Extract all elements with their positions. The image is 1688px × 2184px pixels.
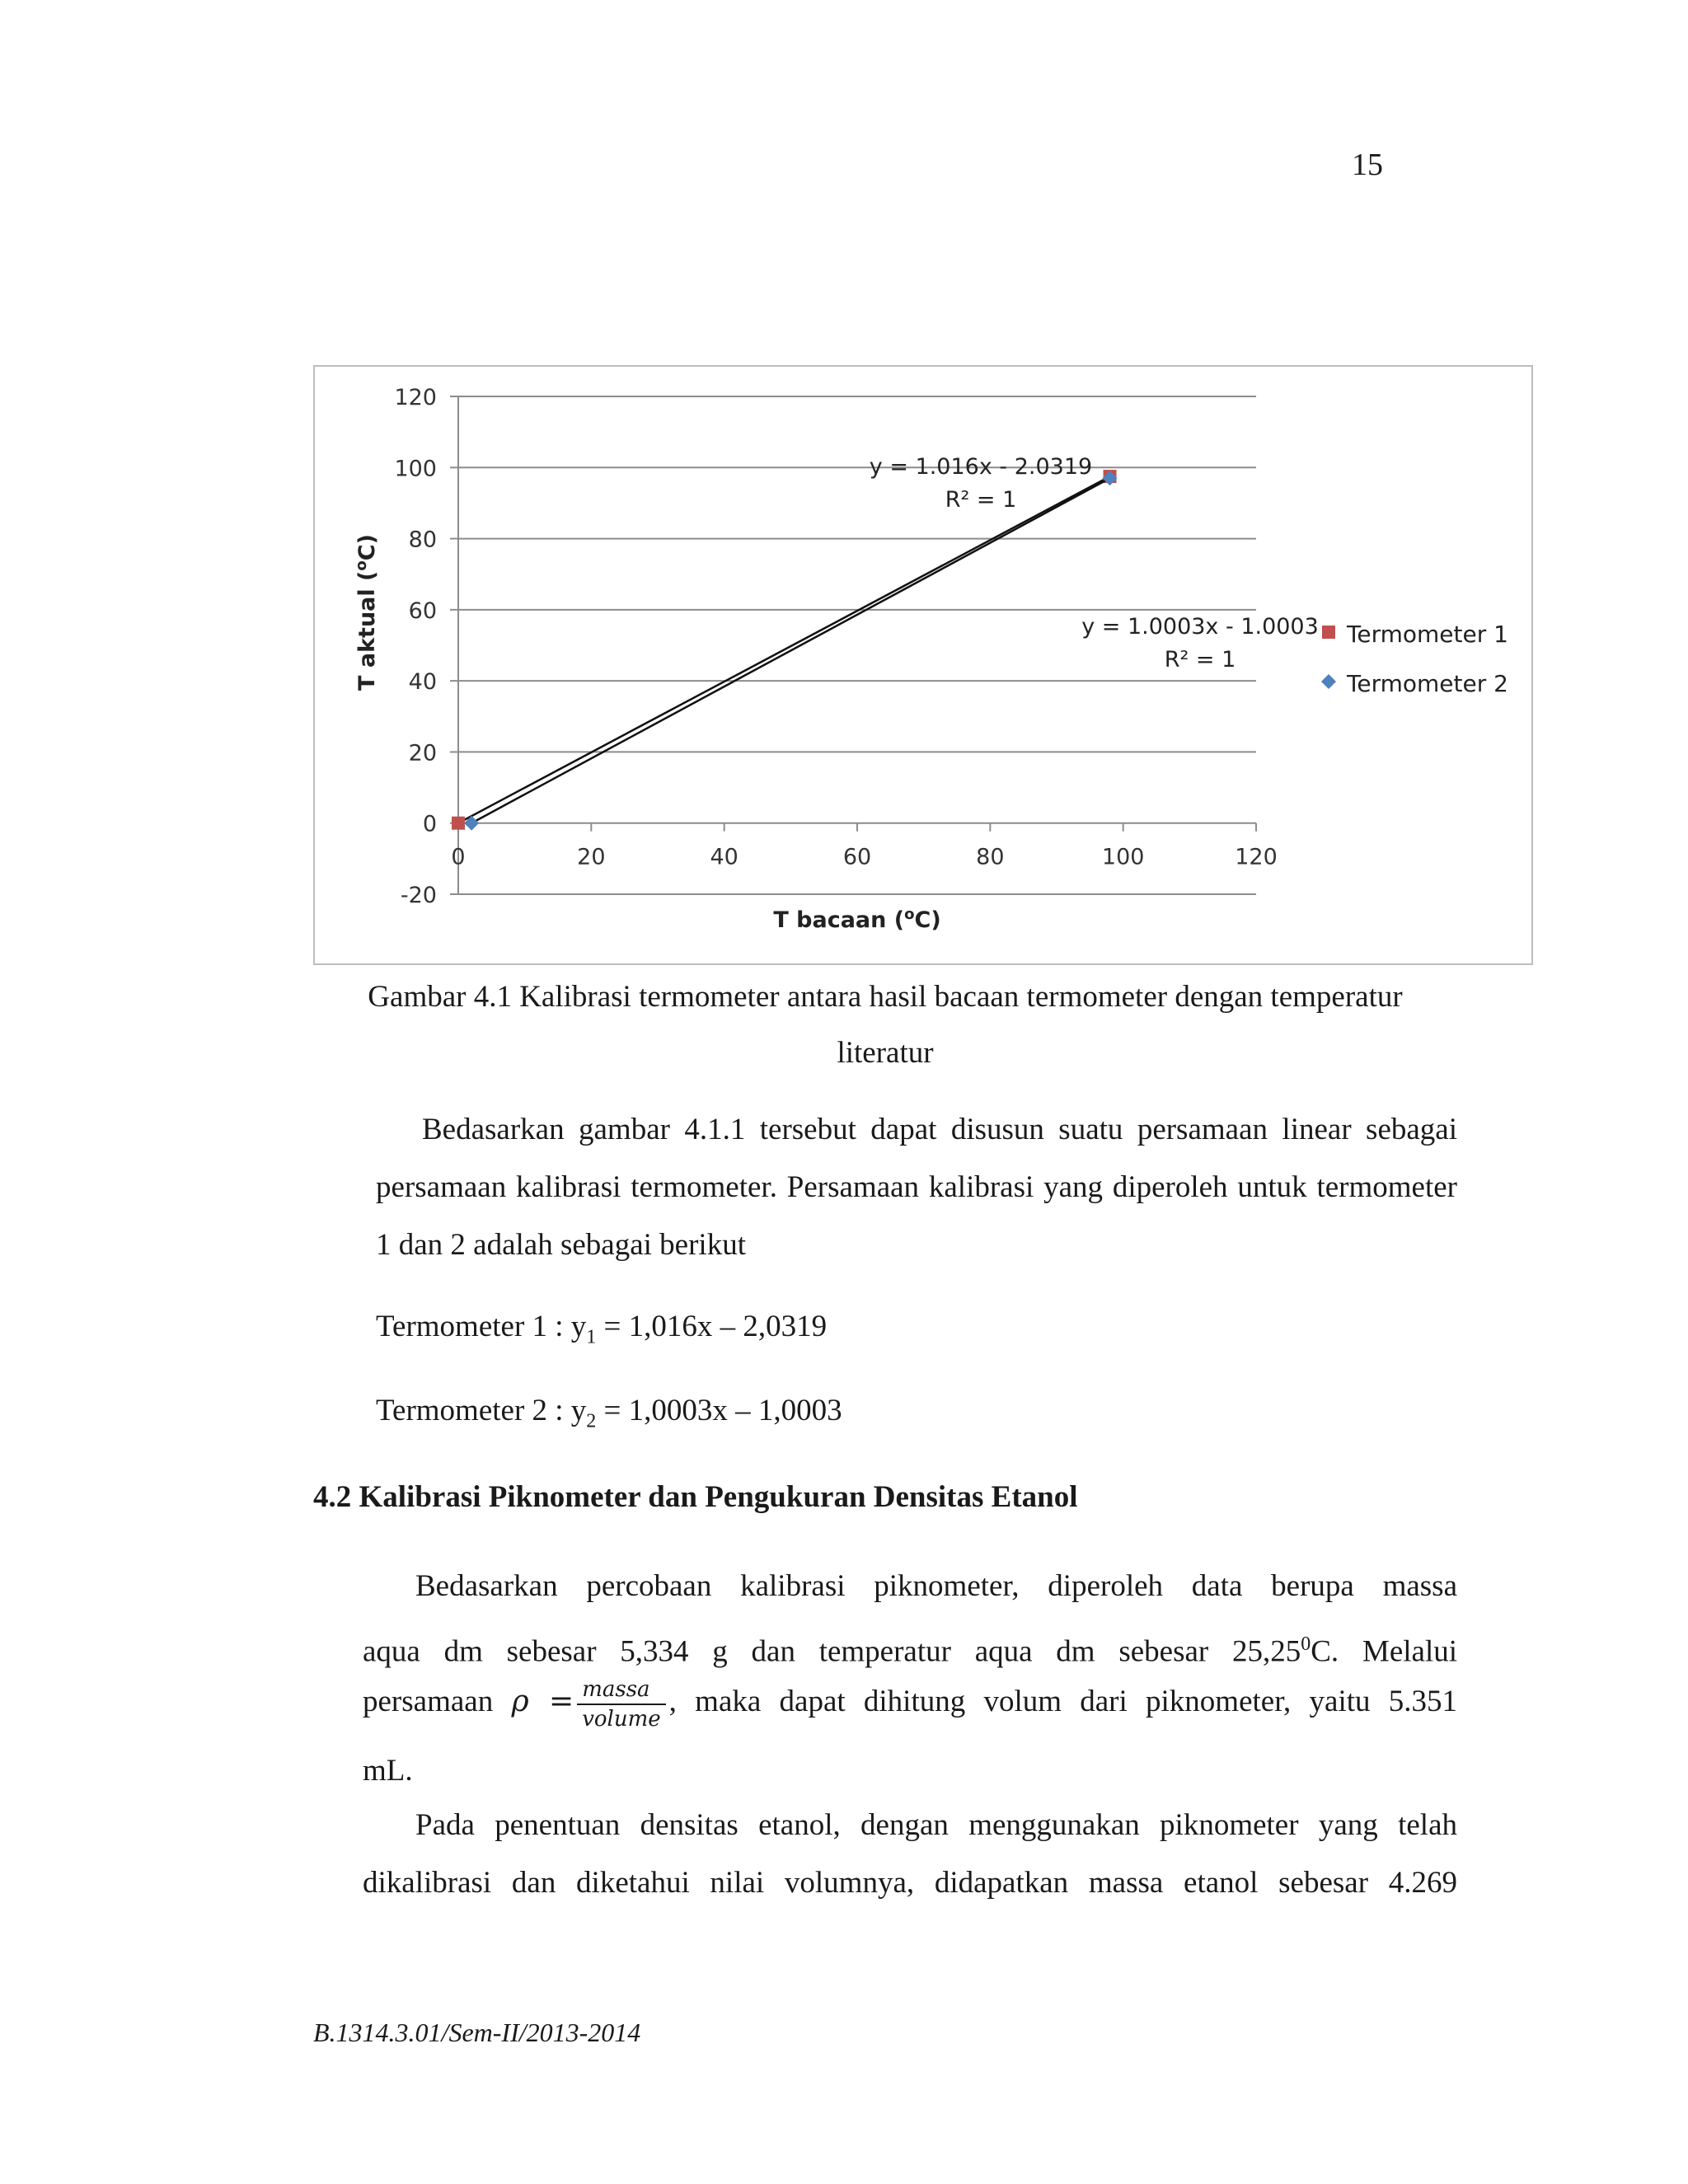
chart-svg [315, 367, 1535, 967]
fraction-denominator: volume [582, 1706, 661, 1732]
p2-degree-sup: 0 [1301, 1633, 1311, 1655]
p2-line-3a: persamaan [363, 1685, 494, 1718]
x-tick-label: 120 [1235, 844, 1278, 870]
y-tick-label: 100 [394, 456, 437, 482]
x-tick-label: 20 [577, 844, 606, 870]
eq2-sub: 2 [586, 1410, 597, 1432]
footer-code: B.1314.3.01/Sem-II/2013-2014 [313, 2018, 641, 2047]
p2-line-4: mL. [363, 1754, 413, 1788]
fraction-numerator: massa [577, 1675, 665, 1705]
rho-symbol: ρ = [511, 1685, 574, 1718]
trendline-equation-2: y = 1.0003x - 1.0003 [1081, 614, 1319, 640]
section-heading: 4.2 Kalibrasi Piknometer dan Pengukuran Densitas Etanol [313, 1480, 1078, 1514]
paragraph-1-text: Bedasarkan gambar 4.1.1 tersebut dapat disusun suatu persamaan linear sebagai persamaan kalibrasi termometer. Persamaan kalibrasi yang diperoleh untuk termometer 1 dan 2 adalah sebagai berikut [376, 1113, 1457, 1262]
trendline-2 [471, 478, 1109, 823]
eq2-prefix: Termometer 2 : y [376, 1394, 587, 1427]
eq1-sub: 1 [586, 1326, 597, 1348]
p2-line-2a: aqua dm sebesar 5,334 g dan temperatur aqua dm sebesar 25,25 [363, 1634, 1301, 1669]
p2-line-3 [363, 1673, 1457, 1731]
caption-line-1: Gambar 4.1 Kalibrasi termometer antara hasil bacaan termometer dengan temperatur [368, 980, 1403, 1014]
x-tick-label: 80 [976, 844, 1005, 870]
paragraph-2 [363, 1558, 1457, 1800]
y-tick-label: -20 [400, 883, 437, 908]
trendline-equation-1: y = 1.016x - 2.0319 [869, 454, 1093, 480]
y-tick-label: 80 [408, 527, 437, 553]
equation-termometer-1 [376, 1309, 827, 1348]
x-tick-label: 100 [1101, 844, 1145, 870]
paragraph-3 [363, 1797, 1457, 1912]
x-tick-label: 40 [710, 844, 738, 870]
trendline-r2-1: R² = 1 [945, 487, 1017, 513]
y-tick-label: 0 [422, 811, 437, 837]
y-axis-title: T aktual ($^o$C) [353, 534, 380, 691]
figure-caption [323, 969, 1447, 1081]
eq2-rest: = 1,0003x – 1,0003 [596, 1394, 842, 1427]
p3-line-1: Pada penentuan densitas etanol, dengan menggunakan piknometer yang telah [415, 1808, 1457, 1842]
x-axis-title: T bacaan ($^o$C) [773, 906, 941, 933]
p2-line-3b: , maka dapat dihitung volum dari piknometer, yaitu 5.351 [668, 1685, 1457, 1718]
p3-line-2: dikalibrasi dan diketahui nilai volumnya, didapatkan massa etanol sebesar 4.269 [363, 1866, 1457, 1900]
p2-line-1: Bedasarkan percobaan kalibrasi piknometer, diperoleh data berupa massa [415, 1569, 1457, 1603]
equation-termometer-2 [376, 1393, 842, 1432]
calibration-chart [313, 365, 1533, 965]
y-tick-label: 60 [408, 598, 437, 624]
caption-line-2: literatur [837, 1036, 934, 1070]
data-point-termometer-1 [452, 817, 465, 830]
eq1-prefix: Termometer 1 : y [376, 1310, 587, 1343]
legend-marker-diamond [1321, 674, 1336, 689]
density-fraction [577, 1675, 665, 1733]
eq1-rest: = 1,016x – 2,0319 [596, 1310, 828, 1343]
x-tick-label: 60 [842, 844, 872, 870]
p2-line-2 [363, 1615, 1457, 1673]
y-tick-label: 20 [408, 740, 437, 766]
x-tick-label: 0 [451, 844, 466, 870]
legend-marker-square [1322, 626, 1335, 639]
y-tick-label: 40 [408, 669, 437, 696]
trendline-1 [458, 476, 1110, 823]
trendline-r2-2: R² = 1 [1164, 647, 1236, 673]
p2-line-2b: C. Melalui [1311, 1634, 1457, 1669]
paragraph-1 [376, 1101, 1457, 1274]
page-number: 15 [1352, 148, 1383, 182]
legend-label: Termometer 1 [1347, 621, 1508, 648]
legend-label: Termometer 2 [1347, 670, 1508, 697]
y-tick-label: 120 [394, 385, 437, 410]
